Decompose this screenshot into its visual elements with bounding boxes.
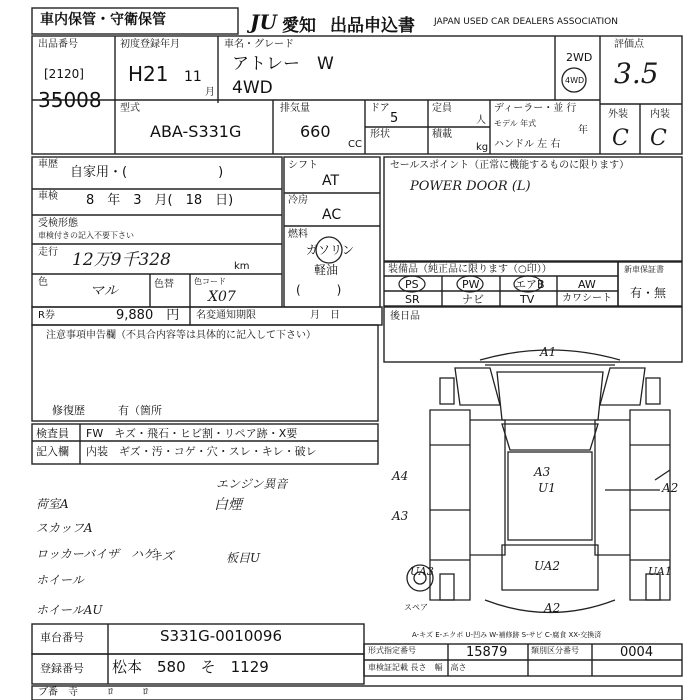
- car-grade: 4WD: [232, 78, 273, 98]
- mark-a1: A1: [540, 345, 557, 359]
- front-left-wheel: [440, 378, 454, 404]
- footer-partial: ブ番 寺 ﾛ ﾛ: [38, 687, 148, 698]
- color-code: X07: [208, 289, 236, 305]
- model-year-label: モデル 年式: [494, 119, 537, 128]
- displacement-value: 660: [300, 122, 331, 141]
- lot-number: 35008: [38, 88, 102, 112]
- drive-4wd: 4WD: [565, 76, 585, 85]
- eq-tv: TV: [520, 293, 535, 306]
- eq-airbag: エアB: [515, 278, 545, 291]
- interior-grade: C: [650, 126, 667, 151]
- first-reg-month: 11: [184, 69, 202, 85]
- color-value: マル: [90, 283, 118, 299]
- pointer-a2: [655, 470, 670, 480]
- inspector-label: 検査員: [36, 427, 69, 440]
- note-wheel-au: ホイールAU: [36, 603, 103, 617]
- left-body-side: [430, 410, 470, 600]
- doors-label: ドア: [370, 103, 390, 114]
- org-name: 愛知: [282, 16, 316, 36]
- eq-leather-seat: カワシート: [562, 293, 612, 304]
- windshield-outline: [502, 424, 598, 450]
- kg-unit: kg: [476, 142, 489, 153]
- type-number-label: 形式指定番号: [368, 646, 416, 655]
- capacity-unit: 人: [476, 115, 486, 126]
- month-unit: 月: [205, 87, 215, 98]
- warranty-label: 新車保証書: [624, 265, 664, 274]
- score-label: 評価点: [614, 39, 644, 50]
- first-reg-label: 初度登録年月: [120, 39, 180, 50]
- capacity-label: 定員: [432, 103, 452, 114]
- color-change-label: 色替: [154, 279, 174, 290]
- tax-value: 月 日: [310, 310, 340, 321]
- inspection-label: 車検: [38, 191, 58, 202]
- note-panel: 板目U: [226, 551, 261, 565]
- class-number-value: 0004: [620, 645, 654, 660]
- mark-a2-rear: A2: [544, 601, 561, 615]
- note-wheel: ホイール: [36, 573, 84, 587]
- model-code: ABA-S331G: [150, 122, 242, 141]
- mark-a3-left: A3: [392, 509, 409, 523]
- note-engine: エンジン異音: [216, 477, 288, 491]
- first-reg-year: H21: [128, 62, 169, 86]
- attach-label: 後日品: [390, 311, 420, 322]
- color-code-label: 色コード: [194, 277, 226, 286]
- sales-point-label: セールスポイント（正常に機能するものに限ります）: [390, 160, 630, 171]
- storage-label: 車内保管・守衛保管: [40, 12, 166, 28]
- eq-aw: AW: [578, 278, 596, 291]
- interior-label: 内装: [650, 109, 670, 120]
- load-label: 積載: [432, 129, 452, 140]
- mileage-value: 12万9千328: [72, 250, 171, 270]
- association-name: JAPAN USED CAR DEALERS ASSOCIATION: [434, 17, 618, 27]
- exterior-grade: C: [612, 126, 629, 151]
- acceptance-note: 車検付きの記入不要下さい: [38, 231, 134, 240]
- shape-label: 形状: [370, 129, 390, 140]
- note-cargo: 荷室A: [36, 497, 69, 511]
- shift-value: AT: [322, 173, 340, 189]
- plate-value: 松本 580 そ 1129: [112, 658, 269, 676]
- damage-legend: A-キズ E-エクボ U-凹み W-補修跡 S-サビ C-腐食 XX-交換済: [412, 631, 602, 639]
- plate-label: 登録番号: [40, 662, 84, 675]
- eq-navi: ナビ: [462, 293, 484, 306]
- fuel-gasoline: ガソリン: [306, 243, 355, 257]
- drive-2wd: 2WD: [566, 51, 593, 64]
- type-number-value: 15879: [466, 645, 508, 660]
- cc-unit: CC: [348, 139, 362, 150]
- car-name: アトレー W: [232, 54, 334, 74]
- mark-ua1: UA1: [648, 565, 672, 578]
- inspector-line-interior: 内装 ギズ・汚・コゲ・穴・スレ・キレ・破レ: [86, 445, 317, 458]
- inspection-value: 8 年 3 月( 18 日): [86, 193, 234, 208]
- equipment-label: 装備品（純正品に限ります（○印））: [388, 264, 552, 275]
- mark-a4: A4: [392, 469, 409, 483]
- front-right-fender: [600, 368, 645, 405]
- eq-pw: PW: [462, 278, 480, 291]
- front-left-fender: [455, 368, 500, 405]
- acceptance-label: 受検形態: [38, 218, 78, 229]
- note-scuff: スカッフA: [36, 521, 93, 535]
- ac-label: 冷房: [288, 195, 308, 206]
- ac-value: AC: [322, 207, 342, 223]
- year-unit: 年: [578, 125, 588, 136]
- lot-number-label: 出品番号: [38, 39, 78, 50]
- repair-label: 修復歴: [52, 404, 85, 417]
- exterior-label: 外装: [608, 109, 628, 120]
- mark-ua2: UA2: [534, 559, 561, 573]
- note-scratch: キズ: [150, 549, 174, 563]
- eq-sr: SR: [405, 293, 420, 306]
- km-unit: km: [234, 261, 250, 272]
- name-grade-label: 車名・グレード: [224, 39, 294, 50]
- inspector-line-exterior: FW キズ・飛石・ヒビ割・リペア跡・X要: [86, 427, 298, 440]
- history-value: 自家用・( ): [70, 165, 224, 180]
- recycle-value: 9,880 円: [116, 308, 180, 323]
- score-value: 3.5: [614, 57, 659, 90]
- notice-label: 注意事項申告欄（不具合内容等は具体的に記入して下さい）: [46, 330, 316, 341]
- spare-label: スペア: [404, 603, 428, 612]
- sales-point-value: POWER DOOR (L): [410, 179, 531, 194]
- mark-a2-right: A2: [662, 481, 679, 495]
- mileage-label: 走行: [38, 247, 58, 258]
- fuel-label: 燃料: [288, 229, 308, 240]
- note-rocker: ロッカーバイザ ハゲ: [36, 547, 156, 561]
- front-right-wheel: [646, 378, 660, 404]
- note-white-smoke: 白煙: [214, 497, 242, 513]
- fuel-other: ( ): [296, 283, 342, 297]
- mark-u1: U1: [538, 481, 556, 495]
- chassis-value: S331G-0010096: [160, 627, 282, 645]
- tax-label: 名変通知期限: [196, 310, 256, 321]
- lot-code: [2120]: [44, 67, 84, 81]
- left-inner-body: [470, 420, 505, 555]
- rear-left-wheel: [440, 574, 454, 600]
- displacement-label: 排気量: [280, 103, 310, 114]
- hood-outline: [497, 372, 603, 420]
- form-title: 出品申込書: [330, 16, 415, 36]
- fuel-diesel: 軽油: [314, 263, 339, 277]
- inspector-entry-label: 記入欄: [36, 445, 69, 458]
- class-number-label: 類別区分番号: [531, 646, 579, 655]
- eq-ps: PS: [405, 278, 419, 291]
- mark-a3-roof: A3: [534, 465, 551, 479]
- chassis-label: 車台番号: [40, 631, 84, 644]
- handle-label: ハンドル 左 右: [494, 139, 561, 150]
- repair-value: 有（箇所: [118, 404, 162, 417]
- shift-label: シフト: [288, 160, 318, 171]
- recycle-label: R券: [38, 310, 55, 321]
- mark-ua3: UA3: [410, 565, 434, 578]
- dims-label: 車検証記載 長さ 幅 高さ: [368, 663, 467, 672]
- ju-logo: JU: [250, 10, 277, 34]
- right-inner-body: [595, 420, 630, 555]
- dealer-label: ディーラー・並 行: [494, 103, 577, 114]
- warranty-value: 有・無: [630, 286, 667, 300]
- color-label: 色: [38, 277, 48, 288]
- history-label: 車歴: [38, 159, 58, 170]
- model-label: 型式: [120, 103, 140, 114]
- doors-value: 5: [390, 111, 399, 126]
